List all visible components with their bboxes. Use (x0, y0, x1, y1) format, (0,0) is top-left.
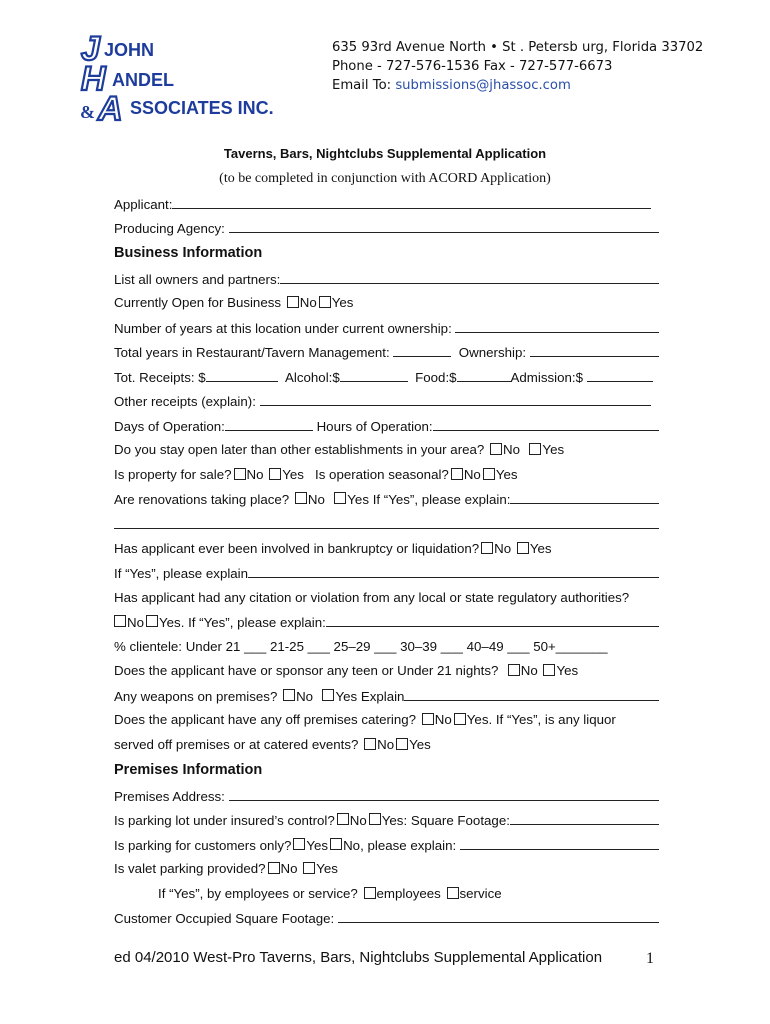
producing-agency-label: Producing Agency: (114, 221, 225, 236)
renovations-label: Are renovations taking place? (114, 492, 290, 507)
ownership-field[interactable] (530, 342, 659, 357)
food-field[interactable] (457, 367, 511, 382)
valet-by-row (158, 884, 658, 904)
page-number: 1 (646, 950, 654, 967)
parking-customers-row (114, 835, 659, 855)
svg-text:H: H (81, 60, 106, 98)
days-operation-field[interactable] (225, 416, 313, 431)
yes-label: Yes (331, 295, 354, 310)
no-label: No (377, 737, 395, 752)
weapons-yes-checkbox[interactable] (322, 689, 334, 701)
no-label: No (520, 663, 538, 678)
company-logo (78, 28, 283, 123)
svg-text:A: A (98, 90, 123, 123)
admission-label: Admission:$ (510, 370, 583, 385)
no-label: No (299, 295, 317, 310)
no-label: No (463, 467, 481, 482)
phone-line: Phone - 727-576-1536 Fax - 727-577-6673 (332, 59, 613, 74)
stay-open-no-checkbox[interactable] (490, 443, 502, 455)
bankruptcy-row (114, 539, 659, 559)
valet-yes-checkbox[interactable] (303, 862, 315, 874)
weapons-label: Any weapons on premises? (114, 689, 278, 704)
valet-no-checkbox[interactable] (268, 862, 280, 874)
renovations-explain-field-2[interactable] (114, 514, 659, 529)
yes-label: Yes (347, 492, 369, 507)
contact-block (332, 38, 703, 95)
email-label: Email To: (332, 78, 392, 93)
property-sale-row (114, 465, 659, 485)
bankruptcy-label: Has applicant ever been involved in bankruptcy or liquidation? (114, 541, 480, 556)
other-receipts-label: Other receipts (explain): (114, 394, 256, 409)
svg-text:ANDEL: ANDEL (112, 70, 174, 90)
applicant-field[interactable] (172, 194, 651, 209)
ownership-label: Ownership: (458, 345, 527, 360)
served-no-checkbox[interactable] (364, 738, 376, 750)
parking-no-checkbox[interactable] (337, 813, 349, 825)
no-label: No (280, 861, 298, 876)
premises-address-label: Premises Address: (114, 789, 225, 804)
no-label: No (434, 712, 452, 727)
business-section-heading: Business Information (114, 245, 263, 261)
no-label: No (296, 689, 314, 704)
premises-section-heading: Premises Information (114, 762, 263, 778)
catering-yes-checkbox[interactable] (454, 713, 466, 725)
other-receipts-field[interactable] (260, 391, 651, 406)
citation-explain-field[interactable] (326, 612, 659, 627)
employees-label: employees (376, 886, 441, 901)
citation-answer-row (114, 612, 659, 632)
citation-no-checkbox[interactable] (114, 615, 126, 627)
bankruptcy-yes-checkbox[interactable] (517, 542, 529, 554)
open-no-checkbox[interactable] (287, 296, 299, 308)
years-location-label: Number of years at this location under current ownership: (114, 321, 452, 336)
service-label: service (459, 886, 502, 901)
seasonal-label: Is operation seasonal? (315, 467, 449, 482)
receipts-row (114, 367, 659, 387)
address-line: 635 93rd Avenue North • St . Petersb urg, Florida 33702 (332, 40, 704, 55)
applicant-row (114, 194, 659, 214)
catering-yes-label: Yes. If “Yes”, is any liquor (466, 712, 616, 727)
service-checkbox[interactable] (447, 887, 459, 899)
renovations-explain-label: If “Yes”, please explain: (372, 492, 511, 507)
customer-sqft-field[interactable] (338, 908, 659, 923)
off-premises-row (114, 710, 659, 730)
served-off-row (114, 735, 659, 755)
parking-yes-sqft: Yes: Square Footage: (381, 813, 510, 828)
weapons-yes-explain: Yes Explain (335, 689, 405, 704)
no-label: No (349, 813, 367, 828)
other-receipts-row (114, 391, 659, 411)
producing-agency-field[interactable] (229, 218, 659, 233)
valet-label: Is valet parking provided? (114, 861, 266, 876)
footer-text: ed 04/2010 West-Pro Taverns, Bars, Nightclubs Supplemental Application (114, 949, 603, 966)
yes-label: Yes (282, 467, 304, 482)
renovations-row (114, 489, 659, 509)
renovations-explain-field[interactable] (510, 489, 659, 504)
citation-label: Has applicant had any citation or violation from any local or state regulatory authorities? (114, 590, 630, 605)
form-title: Taverns, Bars, Nightclubs Supplemental Application (223, 146, 547, 161)
alcohol-field[interactable] (340, 367, 408, 382)
applicant-label: Applicant: (114, 197, 173, 212)
citation-row (114, 588, 659, 608)
yes-label: Yes (495, 467, 518, 482)
yes-label: Yes (306, 838, 329, 853)
total-years-label: Total years in Restaurant/Tavern Management: (114, 345, 390, 360)
renovations-yes-checkbox[interactable] (334, 492, 346, 504)
bankruptcy-explain-label: If “Yes”, please explain (114, 566, 249, 581)
owners-label: List all owners and partners: (114, 272, 281, 287)
sale-yes-checkbox[interactable] (269, 468, 281, 480)
currently-open-row (114, 293, 659, 313)
owners-field[interactable] (280, 269, 659, 284)
premises-address-field[interactable] (229, 786, 659, 801)
property-sale-label: Is property for sale? (114, 467, 232, 482)
total-years-row (114, 342, 659, 362)
teen-nights-row (114, 661, 659, 681)
stay-open-label: Do you stay open later than other establishments in your area? (114, 442, 485, 457)
total-years-field[interactable] (393, 342, 451, 357)
alcohol-label: Alcohol:$ (285, 370, 340, 385)
catering-no-checkbox[interactable] (422, 713, 434, 725)
customers-no-checkbox[interactable] (330, 838, 342, 850)
parking-customers-label: Is parking for customers only? (114, 838, 292, 853)
teen-nights-label: Does the applicant have or sponsor any teen or Under 21 nights? (114, 663, 499, 678)
yes-label: Yes (316, 861, 338, 876)
seasonal-yes-checkbox[interactable] (483, 468, 495, 480)
customer-sqft-row (114, 908, 659, 928)
served-yes-checkbox[interactable] (396, 738, 408, 750)
renovations-line2 (114, 514, 659, 534)
renovations-no-checkbox[interactable] (295, 492, 307, 504)
customers-explain-field[interactable] (460, 835, 659, 850)
teen-yes-checkbox[interactable] (543, 664, 555, 676)
food-label: Food:$ (415, 370, 457, 385)
teen-no-checkbox[interactable] (508, 664, 520, 676)
days-operation-label: Days of Operation: (114, 419, 225, 434)
sale-no-checkbox[interactable] (234, 468, 246, 480)
citation-yes-label: Yes. If “Yes”, please explain: (159, 615, 326, 630)
served-off-label: served off premises or at catered events? (114, 737, 359, 752)
parking-sqft-field[interactable] (510, 810, 659, 825)
stay-open-row (114, 440, 659, 460)
customer-sqft-label: Customer Occupied Square Footage: (114, 911, 335, 926)
no-label: No (503, 442, 521, 457)
no-label: No (307, 492, 325, 507)
yes-label: Yes (556, 663, 579, 678)
stay-open-yes-checkbox[interactable] (529, 443, 541, 455)
valet-row (114, 859, 659, 879)
tot-receipts-field[interactable] (206, 367, 278, 382)
form-subtitle: (to be completed in conjunction with ACORD Application) (219, 171, 551, 186)
yes-label: Yes (409, 737, 431, 752)
parking-control-row (114, 810, 659, 830)
seasonal-no-checkbox[interactable] (451, 468, 463, 480)
logo-word-john: JOHN (104, 40, 155, 60)
no-label: No (494, 541, 512, 556)
no-label: No (246, 467, 264, 482)
parking-control-label: Is parking lot under insured’s control? (114, 813, 335, 828)
customers-yes-checkbox[interactable] (293, 838, 305, 850)
tot-receipts-label: Tot. Receipts: $ (114, 370, 206, 385)
producing-agency-row (114, 218, 659, 238)
yes-label: Yes (542, 442, 565, 457)
hours-operation-label: Hours of Operation: (316, 419, 433, 434)
currently-open-label: Currently Open for Business (114, 295, 282, 310)
yes-label: Yes (529, 541, 552, 556)
hours-operation-field[interactable] (433, 416, 659, 431)
years-location-field[interactable] (455, 318, 659, 333)
employees-checkbox[interactable] (364, 887, 376, 899)
citation-yes-checkbox[interactable] (146, 615, 158, 627)
svg-text:J: J (81, 30, 100, 68)
bankruptcy-explain-row (114, 563, 659, 583)
svg-text:SSOCIATES INC.: SSOCIATES INC. (130, 98, 274, 118)
weapons-no-checkbox[interactable] (283, 689, 295, 701)
days-hours-row (114, 416, 659, 436)
off-premises-label: Does the applicant have any off premises catering? (114, 712, 417, 727)
clientele-row: % clientele: Under 21 ___ 21-25 ___ 25–29 ___ 30–39 ___ 40–49 ___ 50+_______ (114, 639, 608, 654)
admission-field[interactable] (587, 367, 653, 382)
bankruptcy-no-checkbox[interactable] (481, 542, 493, 554)
parking-yes-checkbox[interactable] (369, 813, 381, 825)
bankruptcy-explain-field[interactable] (248, 563, 659, 578)
weapons-explain-field[interactable] (404, 686, 659, 701)
premises-address-row (114, 786, 659, 806)
open-yes-checkbox[interactable] (319, 296, 331, 308)
owners-row (114, 269, 659, 289)
valet-by-label: If “Yes”, by employees or service? (158, 886, 358, 901)
svg-text:&: & (80, 102, 95, 122)
email-link[interactable]: submissions@jhassoc.com (395, 78, 571, 93)
weapons-row (114, 686, 659, 706)
years-location-row (114, 318, 659, 338)
customers-no-explain: No, please explain: (343, 838, 457, 853)
no-label: No (127, 615, 144, 630)
